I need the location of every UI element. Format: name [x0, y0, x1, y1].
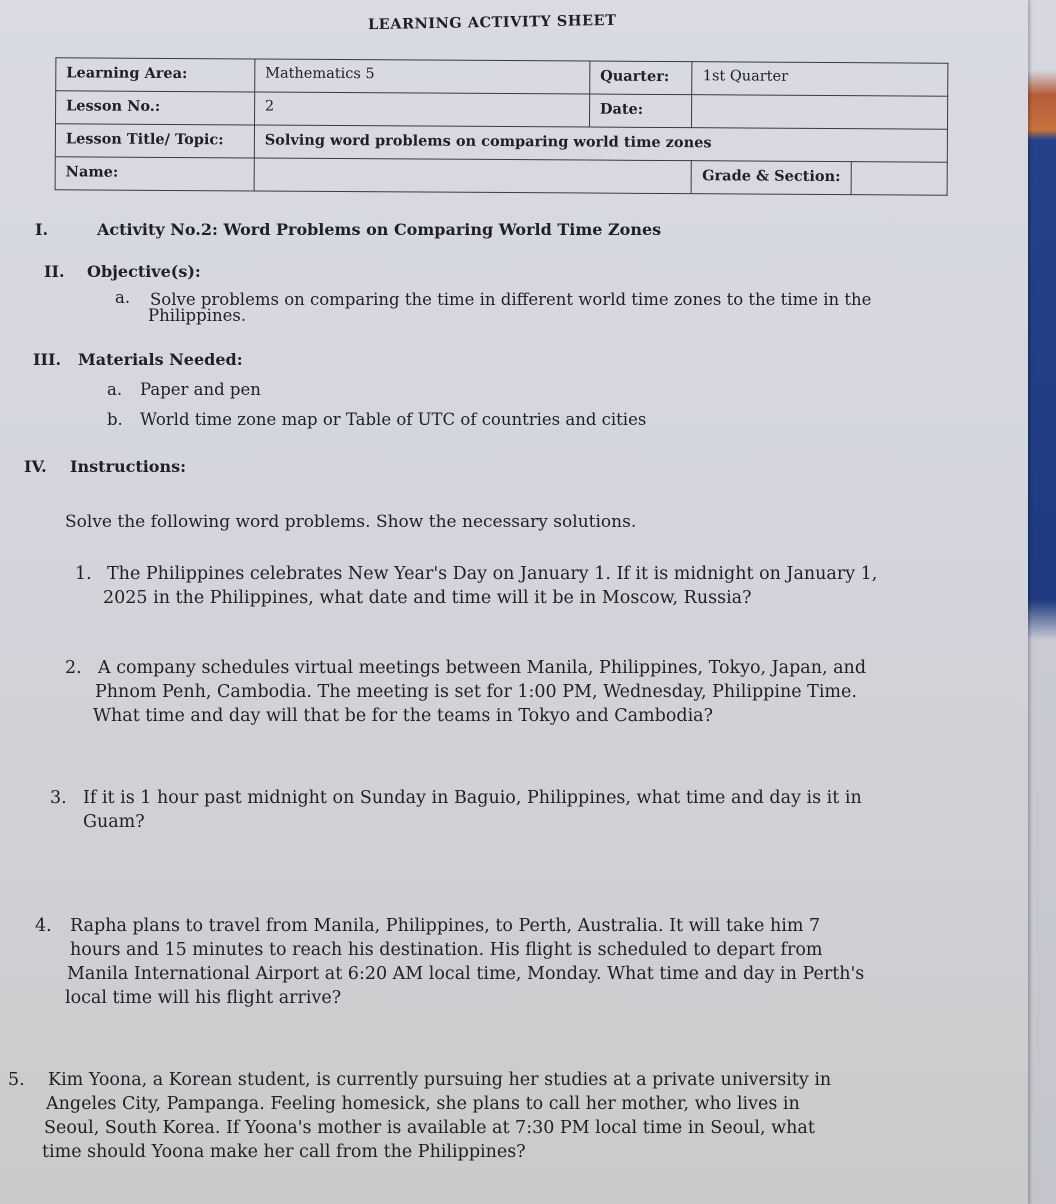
learning-area-value: Mathematics 5 [255, 59, 590, 94]
problem-line: Phnom Penh, Cambodia. The meeting is set for 1:00 PM, Wednesday, Philippine Time. [95, 682, 857, 702]
instructions-intro: Solve the following word problems. Show the necessary solutions. [65, 512, 637, 532]
section-activity-numeral: I. [35, 220, 49, 239]
problem-number: 3. [50, 788, 67, 808]
date-label: Date: [589, 94, 692, 128]
problem-5 [8, 1068, 1018, 1164]
problem-number: 5. [8, 1070, 25, 1090]
problem-number: 2. [65, 658, 82, 678]
row-name [55, 157, 947, 195]
lesson-no-value: 2 [254, 92, 589, 127]
section-objectives-numeral: II. [44, 262, 65, 281]
problem-line: The Philippines celebrates New Year's Day on January 1. If it is midnight on January 1, [107, 564, 878, 584]
row-lesson-no [56, 91, 948, 129]
problem-line: A company schedules virtual meetings between Manila, Philippines, Tokyo, Japan, and [98, 658, 867, 678]
problem-number: 1. [75, 564, 92, 584]
problem-line: What time and day will that be for the teams in Tokyo and Cambodia? [93, 706, 714, 726]
date-field[interactable] [692, 95, 948, 130]
section-objectives-title: Objective(s): [87, 262, 201, 281]
problem-2 [65, 656, 995, 728]
material-marker-b: b. [107, 410, 123, 429]
problem-line: Seoul, South Korea. If Yoona's mother is available at 7:30 PM local time in Seoul, what [44, 1118, 815, 1138]
material-text-a: Paper and pen [140, 380, 261, 399]
problem-line: Angeles City, Pampanga. Feeling homesick, she plans to call her mother, who lives in [46, 1094, 800, 1114]
problem-line: 2025 in the Philippines, what date and time will it be in Moscow, Russia? [103, 588, 752, 608]
section-materials-numeral: III. [33, 350, 62, 369]
problem-line: Kim Yoona, a Korean student, is currently pursuing her studies at a private university in [48, 1070, 832, 1090]
material-marker-a: a. [107, 380, 123, 399]
lesson-info-table [55, 57, 949, 195]
section-materials-title: Materials Needed: [78, 350, 243, 369]
section-activity-title: Activity No.2: Word Problems on Comparing World Time Zones [97, 220, 662, 239]
name-label: Name: [55, 157, 254, 191]
sheet-title: LEARNING ACTIVITY SHEET [367, 11, 617, 34]
lesson-title-label: Lesson Title/ Topic: [55, 124, 254, 158]
lesson-no-label: Lesson No.: [56, 91, 255, 125]
problem-line: time should Yoona make her call from the Philippines? [42, 1142, 526, 1162]
row-lesson-title [55, 124, 947, 162]
problem-line: If it is 1 hour past midnight on Sunday in Baguio, Philippines, what time and day is it in [83, 788, 862, 808]
problem-number: 4. [35, 916, 52, 936]
objective-text-line-1: Solve problems on comparing the time in different world time zones to the time in the [150, 290, 872, 309]
problem-line: Manila International Airport at 6:20 AM local time, Monday. What time and day in Perth's [67, 964, 865, 984]
grade-section-field[interactable] [851, 162, 947, 196]
problem-line: hours and 15 minutes to reach his destination. His flight is scheduled to depart from [70, 940, 823, 960]
quarter-label: Quarter: [589, 61, 692, 95]
grade-section-label: Grade & Section: [692, 161, 851, 195]
objective-text-line-2: Philippines. [148, 306, 247, 325]
problem-line: local time will his flight arrive? [65, 988, 342, 1008]
problem-1 [75, 562, 995, 610]
lesson-title-value: Solving word problems on comparing world time zones [254, 125, 947, 162]
row-learning-area [56, 58, 948, 96]
name-field[interactable] [254, 158, 692, 194]
problem-3 [50, 786, 1000, 834]
learning-area-label: Learning Area: [56, 58, 255, 92]
problem-line: Guam? [83, 812, 145, 832]
problem-4 [35, 914, 1010, 1010]
objective-marker: a. [115, 288, 131, 307]
problem-line: Rapha plans to travel from Manila, Philippines, to Perth, Australia. It will take him 7 [70, 916, 821, 936]
section-instructions-title: Instructions: [70, 457, 187, 476]
quarter-value: 1st Quarter [692, 62, 948, 97]
section-instructions-numeral: IV. [24, 457, 47, 476]
material-text-b: World time zone map or Table of UTC of countries and cities [140, 410, 647, 429]
